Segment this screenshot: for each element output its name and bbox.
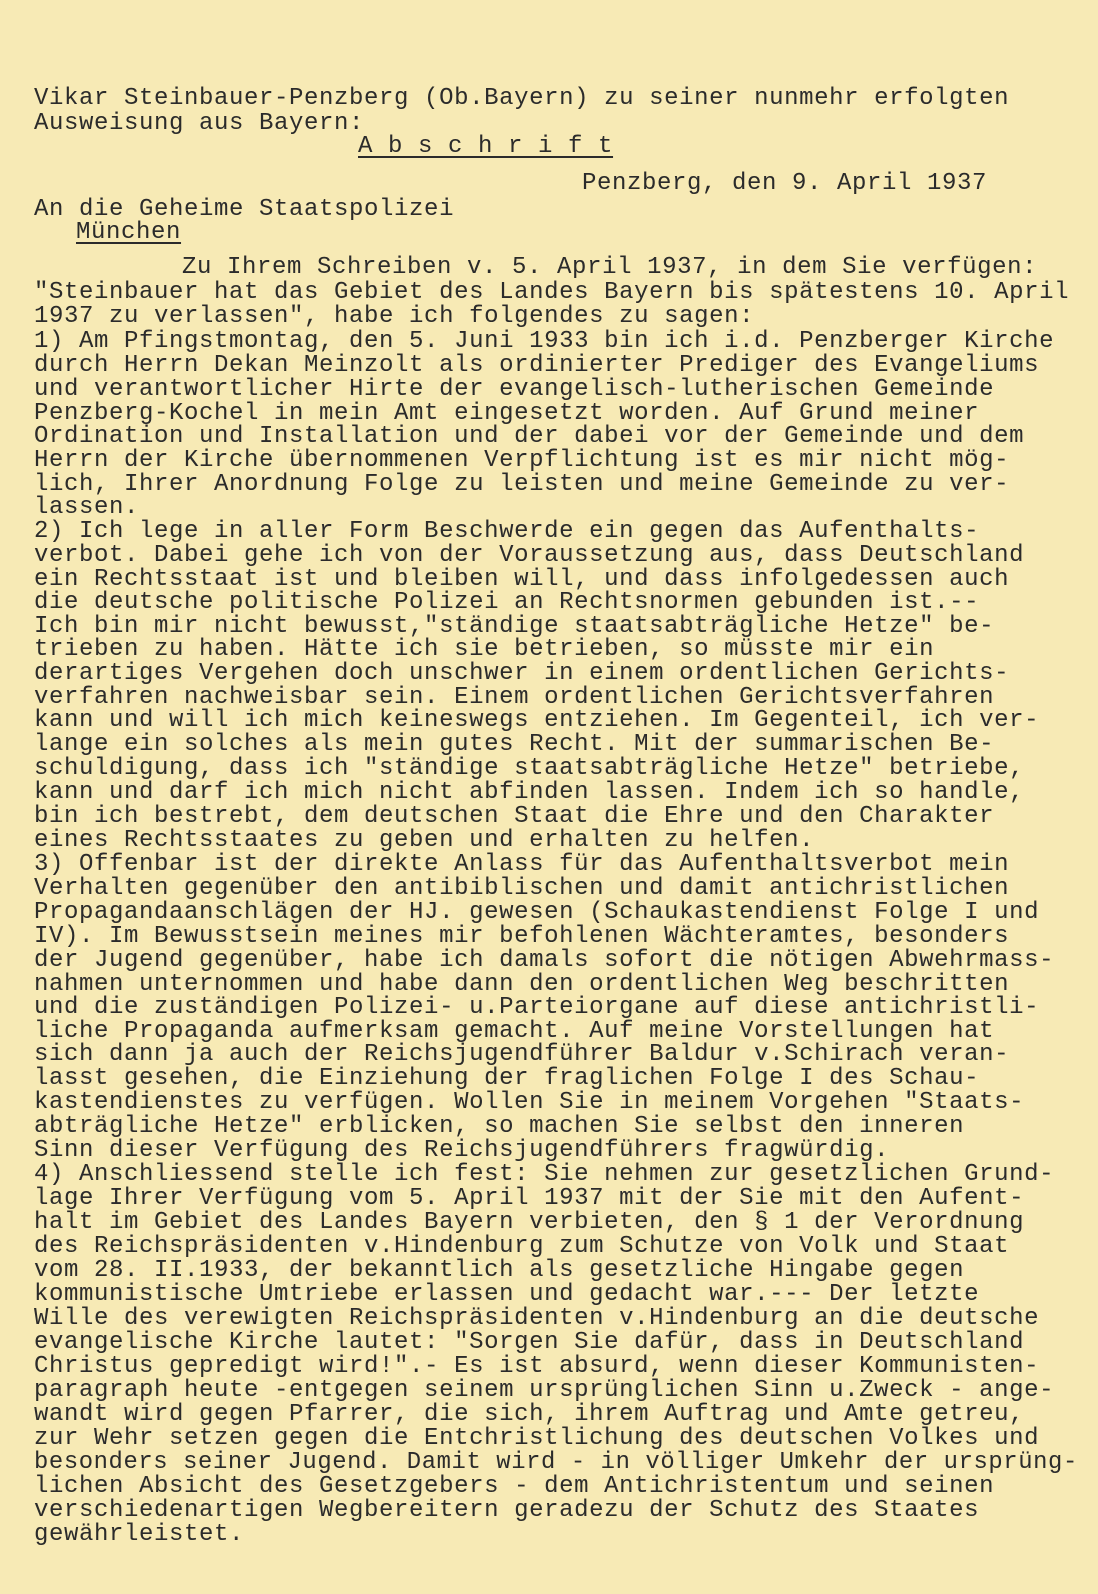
heading-line-1: Vikar Steinbauer-Penzberg (Ob.Bayern) zu seiner nunmehr erfolgten bbox=[34, 85, 1010, 112]
body-line: verschiedenartigen Wegbereitern geradezu der Schutz des Staates bbox=[34, 1497, 980, 1524]
body-line: Penzberg-Kochel in mein Amt eingesetzt worden. Auf Grund meiner bbox=[34, 400, 980, 427]
body-line: Christus gepredigt wird!".- Es ist absurd, wenn dieser Kommunisten- bbox=[34, 1353, 1040, 1380]
body-line: IV). Im Bewusstsein meines mir befohlenen Wächteramtes, besonders bbox=[34, 923, 1010, 950]
body-line: Ich bin mir nicht bewusst,"ständige staatsabträgliche Hetze" be- bbox=[34, 613, 995, 640]
body-line: gewährleistet. bbox=[34, 1521, 245, 1548]
body-line: derartiges Vergehen doch unschwer in einem ordentlichen Gerichts- bbox=[34, 660, 1010, 687]
body-line: Verhalten gegenüber den antibiblischen und damit antichristlichen bbox=[34, 875, 1010, 902]
body-line: kann und darf ich mich nicht abfinden lassen. Indem ich so handle, bbox=[34, 779, 1025, 806]
body-line: paragraph heute -entgegen seinem ursprünglichen Sinn u.Zweck - ange- bbox=[34, 1377, 1055, 1404]
body-line: verbot. Dabei gehe ich von der Voraussetzung aus, dass Deutschland bbox=[34, 542, 1025, 569]
body-line: nahmen unternommen und habe dann den ordentlichen Weg beschritten bbox=[34, 971, 1010, 998]
body-line: 1) Am Pfingstmontag, den 5. Juni 1933 bin ich i.d. Penzberger Kirche bbox=[34, 328, 1055, 355]
body-line: und verantwortlicher Hirte der evangelisch-lutherischen Gemeinde bbox=[34, 376, 995, 403]
copy-label: A b s c h r i f t bbox=[358, 133, 614, 160]
body-line: halt im Gebiet des Landes Bayern verbieten, den § 1 der Verordnung bbox=[34, 1209, 1025, 1236]
body-line: wandt wird gegen Pfarrer, die sich, ihrem Auftrag und Amte getreu, bbox=[34, 1401, 1025, 1428]
body-line: Herrn der Kirche übernommenen Verpflichtung ist es mir nicht mög- bbox=[34, 447, 1010, 474]
body-line: 4) Anschliessend stelle ich fest: Sie nehmen zur gesetzlichen Grund- bbox=[34, 1161, 1055, 1188]
body-line: Zu Ihrem Schreiben v. 5. April 1937, in dem Sie verfügen: bbox=[182, 254, 1038, 281]
body-line: lich, Ihrer Anordnung Folge zu leisten und meine Gemeinde zu ver- bbox=[34, 471, 1010, 498]
body-line: lassen. bbox=[34, 494, 140, 521]
body-line: Wille des verewigten Reichspräsidenten v.Hindenburg an die deutsche bbox=[34, 1305, 1040, 1332]
body-line: die deutsche politische Polizei an Rechtsnormen gebunden ist.-- bbox=[34, 589, 980, 616]
body-line: 3) Offenbar ist der direkte Anlass für das Aufenthaltsverbot mein bbox=[34, 851, 1010, 878]
body-line: Propagandaanschlägen der HJ. gewesen (Schaukastendienst Folge I und bbox=[34, 899, 1040, 926]
body-line: trieben zu haben. Hätte ich sie betrieben, so müsste mir ein bbox=[34, 636, 935, 663]
body-line: 2) Ich lege in aller Form Beschwerde ein gegen das Aufenthalts- bbox=[34, 518, 980, 545]
body-line: des Reichspräsidenten v.Hindenburg zum Schutze von Volk und Staat bbox=[34, 1233, 1010, 1260]
body-line: "Steinbauer hat das Gebiet des Landes Bayern bis spätestens 10. April bbox=[34, 279, 1070, 306]
body-line: lasst gesehen, die Einziehung der fraglichen Folge I des Schau- bbox=[34, 1065, 980, 1092]
body-line: sich dann ja auch der Reichsjugendführer Baldur v.Schirach veran- bbox=[34, 1041, 1010, 1068]
body-line: lange ein solches als mein gutes Recht. Mit der summarischen Be- bbox=[34, 731, 995, 758]
body-line: besonders seiner Jugend. Damit wird - in völliger Umkehr der ursprüng- bbox=[34, 1449, 1078, 1476]
recipient: An die Geheime Staatspolizei bbox=[34, 196, 455, 223]
body-line: abträgliche Hetze" erblicken, so machen Sie selbst den inneren bbox=[34, 1113, 965, 1140]
body-line: ein Rechtsstaat ist und bleiben will, und dass infolgedessen auch bbox=[34, 566, 1010, 593]
place-date: Penzberg, den 9. April 1937 bbox=[582, 170, 988, 197]
body-line: kastendienstes zu verfügen. Wollen Sie in meinem Vorgehen "Staats- bbox=[34, 1089, 1025, 1116]
body-line: kann und will ich mich keineswegs entziehen. Im Gegenteil, ich ver- bbox=[34, 707, 1040, 734]
body-line: Ordination und Installation und der dabei vor der Gemeinde und dem bbox=[34, 423, 1025, 450]
body-line: bin ich bestrebt, dem deutschen Staat die Ehre und den Charakter bbox=[34, 803, 995, 830]
body-line: liche Propaganda aufmerksam gemacht. Auf meine Vorstellungen hat bbox=[34, 1018, 995, 1045]
body-line: durch Herrn Dekan Meinzolt als ordinierter Prediger des Evangeliums bbox=[34, 352, 1040, 379]
body-line: evangelische Kirche lautet: "Sorgen Sie dafür, dass in Deutschland bbox=[34, 1329, 1025, 1356]
body-line: verfahren nachweisbar sein. Einem ordentlichen Gerichtsverfahren bbox=[34, 684, 995, 711]
body-line: lage Ihrer Verfügung vom 5. April 1937 mit der Sie mit den Aufent- bbox=[34, 1185, 1025, 1212]
body-line: schuldigung, dass ich "ständige staatsabträgliche Hetze" betriebe, bbox=[34, 755, 1025, 782]
body-line: eines Rechtsstaates zu geben und erhalten zu helfen. bbox=[34, 827, 815, 854]
body-line: der Jugend gegenüber, habe ich damals sofort die nötigen Abwehrmass- bbox=[34, 947, 1055, 974]
body-line: kommunistische Umtriebe erlassen und gedacht war.--- Der letzte bbox=[34, 1281, 980, 1308]
body-line: Sinn dieser Verfügung des Reichsjugendführers fragwürdig. bbox=[34, 1137, 890, 1164]
body-line: und die zuständigen Polizei- u.Parteiorgane auf diese antichristli- bbox=[34, 994, 1040, 1021]
heading-line-2: Ausweisung aus Bayern: bbox=[34, 110, 365, 137]
body-line: zur Wehr setzen gegen die Entchristlichung des deutschen Volkes und bbox=[34, 1425, 1040, 1452]
body-line: 1937 zu verlassen", habe ich folgendes zu sagen: bbox=[34, 303, 755, 330]
body-line: lichen Absicht des Gesetzgebers - dem Antichristentum und seinen bbox=[34, 1473, 995, 1500]
body-line: vom 28. II.1933, der bekanntlich als gesetzliche Hingabe gegen bbox=[34, 1257, 965, 1284]
recipient-city: München bbox=[76, 219, 182, 246]
